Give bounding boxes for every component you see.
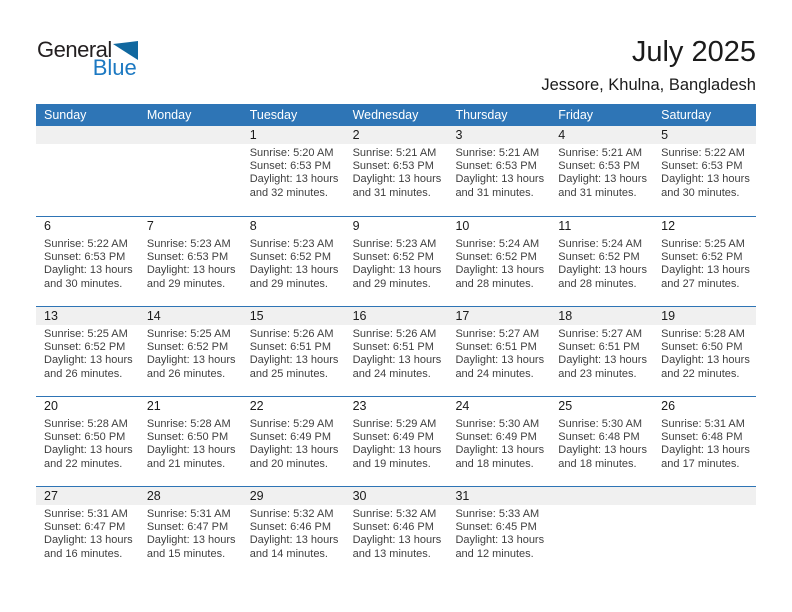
sunrise-text: Sunrise: 5:28 AM [44, 418, 128, 430]
week-cells [36, 126, 756, 216]
daylight-text-line1: Daylight: 13 hours [44, 264, 133, 277]
sunrise-text: Sunrise: 5:33 AM [455, 508, 540, 520]
sunset-text: Sunset: 6:51 PM [352, 341, 434, 354]
sunrise-text: Sunrise: 5:28 AM [146, 418, 231, 430]
daylight-text-line2: and 26 minutes. [146, 367, 226, 380]
day-number: 14 [146, 309, 161, 323]
sunset-text: Sunset: 6:47 PM [44, 521, 126, 534]
daylight-text-line2: and 31 minutes. [558, 186, 637, 199]
daylight-text-line2: and 15 minutes. [146, 547, 226, 560]
week-row [36, 486, 756, 576]
day-cell-22 [242, 397, 345, 486]
day-cell-27 [36, 487, 139, 576]
daylight-text-line2: and 24 minutes. [352, 367, 431, 380]
logo-text-general: General [37, 37, 112, 62]
day-number: 30 [352, 489, 367, 503]
sunset-text: Sunset: 6:50 PM [44, 431, 126, 444]
sunrise-text: Sunrise: 5:27 AM [455, 328, 540, 340]
sunset-text: Sunset: 6:52 PM [249, 251, 332, 264]
sunset-text: Sunset: 6:49 PM [352, 431, 434, 444]
sunrise-text: Sunrise: 5:21 AM [352, 147, 437, 159]
day-number: 6 [44, 219, 51, 233]
sunrise-text: Sunrise: 5:25 AM [44, 328, 128, 340]
sunset-text: Sunset: 6:51 PM [455, 341, 537, 354]
day-number: 1 [249, 128, 257, 142]
daylight-text-line2: and 26 minutes. [44, 367, 123, 380]
title-block [541, 36, 756, 95]
daylight-text-line2: and 13 minutes. [352, 547, 431, 560]
day-cell-31 [447, 487, 550, 576]
day-info [455, 508, 545, 561]
sunrise-text: Sunrise: 5:23 AM [249, 238, 334, 250]
sunrise-text: Sunrise: 5:32 AM [352, 508, 437, 520]
day-info [250, 508, 337, 561]
day-number: 20 [44, 399, 58, 413]
day-number: 8 [249, 219, 257, 233]
day-number: 31 [455, 489, 470, 503]
page-subtitle: Jessore, Khulna, Bangladesh [541, 76, 756, 94]
daylight-text-line2: and 18 minutes. [558, 457, 637, 470]
day-number: 27 [44, 489, 58, 503]
sunset-text: Sunset: 6:50 PM [146, 431, 229, 444]
day-cell-17 [447, 307, 550, 396]
day-info [44, 328, 131, 381]
sunset-text: Sunset: 6:48 PM [661, 431, 743, 444]
sunset-text: Sunset: 6:52 PM [661, 251, 743, 264]
daylight-text-line2: and 22 minutes. [661, 367, 740, 380]
day-info [661, 147, 748, 200]
week-cells [36, 307, 756, 396]
daylight-text-line2: and 24 minutes. [455, 367, 534, 380]
sunset-text: Sunset: 6:51 PM [249, 341, 332, 354]
daylight-text-line2: and 31 minutes. [352, 186, 431, 199]
daylight-text-line2: and 29 minutes. [352, 277, 431, 290]
daylight-text-line2: and 29 minutes. [146, 277, 226, 290]
day-info [353, 238, 440, 291]
daylight-text-line2: and 28 minutes. [558, 277, 637, 290]
day-cell-25 [550, 397, 653, 486]
day-number: 18 [558, 309, 573, 323]
day-number: 4 [558, 128, 566, 142]
day-cell-3 [447, 126, 550, 216]
daylight-text-line1: Daylight: 13 hours [558, 444, 647, 457]
sunrise-text: Sunrise: 5:31 AM [44, 508, 128, 520]
daylight-text-line1: Daylight: 13 hours [661, 354, 750, 367]
day-info [44, 418, 131, 471]
sunrise-text: Sunrise: 5:24 AM [455, 238, 540, 250]
empty-day-cell [550, 487, 653, 576]
daylight-text-line1: Daylight: 13 hours [455, 264, 545, 277]
day-cell-5 [653, 126, 756, 216]
sunrise-text: Sunrise: 5:22 AM [44, 238, 128, 250]
sunset-text: Sunset: 6:46 PM [352, 521, 434, 534]
sunset-text: Sunset: 6:52 PM [352, 251, 434, 264]
daylight-text-line1: Daylight: 13 hours [44, 534, 133, 547]
week-cells [36, 217, 756, 306]
calendar [36, 104, 756, 576]
sunset-text: Sunset: 6:46 PM [249, 521, 332, 534]
daylight-text-line1: Daylight: 13 hours [249, 444, 339, 457]
daylight-text-line1: Daylight: 13 hours [558, 173, 647, 186]
day-cell-18 [550, 307, 653, 396]
day-info [455, 147, 545, 200]
daylight-text-line1: Daylight: 13 hours [558, 264, 647, 277]
day-cell-14 [139, 307, 242, 396]
day-header-saturday: Saturday [661, 108, 712, 122]
daylight-text-line2: and 17 minutes. [661, 457, 740, 470]
day-cell-26 [653, 397, 756, 486]
week-row [36, 216, 756, 306]
day-header-friday: Friday [558, 108, 594, 122]
daylight-text-line2: and 30 minutes. [661, 186, 740, 199]
day-cell-7 [139, 217, 242, 306]
daylight-text-line2: and 32 minutes. [249, 186, 328, 199]
day-number: 2 [352, 128, 360, 142]
day-info [353, 147, 440, 200]
daylight-text-line2: and 22 minutes. [44, 457, 123, 470]
sunrise-text: Sunrise: 5:29 AM [352, 418, 437, 430]
day-info [455, 418, 545, 471]
day-number: 12 [661, 219, 676, 233]
sunset-text: Sunset: 6:53 PM [352, 160, 434, 173]
sunset-text: Sunset: 6:53 PM [661, 160, 743, 173]
day-cell-30 [345, 487, 448, 576]
day-number: 22 [249, 399, 264, 413]
sunset-text: Sunset: 6:53 PM [455, 160, 537, 173]
sunset-text: Sunset: 6:52 PM [455, 251, 537, 264]
week-cells [36, 487, 756, 576]
daylight-text-line1: Daylight: 13 hours [146, 534, 236, 547]
sunrise-text: Sunrise: 5:28 AM [661, 328, 745, 340]
week-cells [36, 397, 756, 486]
daylight-text-line2: and 19 minutes. [352, 457, 431, 470]
day-cell-23 [345, 397, 448, 486]
week-row [36, 126, 756, 216]
daylight-text-line2: and 18 minutes. [455, 457, 534, 470]
sunrise-text: Sunrise: 5:26 AM [249, 328, 334, 340]
sunset-text: Sunset: 6:53 PM [558, 160, 640, 173]
day-cell-2 [345, 126, 448, 216]
day-header-wednesday: Wednesday [352, 108, 419, 122]
day-info [44, 508, 131, 561]
day-number: 28 [146, 489, 161, 503]
day-cell-24 [447, 397, 550, 486]
sunset-text: Sunset: 6:49 PM [455, 431, 537, 444]
day-info [558, 328, 645, 381]
daylight-text-line2: and 20 minutes. [249, 457, 328, 470]
day-header-thursday: Thursday [455, 108, 508, 122]
sunrise-text: Sunrise: 5:27 AM [558, 328, 643, 340]
day-cell-9 [345, 217, 448, 306]
calendar-weeks [36, 126, 756, 576]
empty-day-cell [139, 126, 242, 216]
daylight-text-line1: Daylight: 13 hours [249, 534, 339, 547]
day-header-tuesday: Tuesday [249, 108, 298, 122]
day-cell-21 [139, 397, 242, 486]
day-cell-16 [345, 307, 448, 396]
daylight-text-line1: Daylight: 13 hours [44, 444, 133, 457]
week-row [36, 396, 756, 486]
daylight-text-line2: and 23 minutes. [558, 367, 637, 380]
sunset-text: Sunset: 6:53 PM [44, 251, 126, 264]
day-number: 21 [146, 399, 161, 413]
daylight-text-line1: Daylight: 13 hours [249, 173, 339, 186]
calendar-day-header-row [36, 104, 756, 126]
day-info [455, 328, 545, 381]
day-number: 9 [352, 219, 360, 233]
day-info [455, 238, 545, 291]
sunrise-text: Sunrise: 5:32 AM [249, 508, 334, 520]
day-info [147, 238, 234, 291]
day-number: 23 [352, 399, 367, 413]
daylight-text-line1: Daylight: 13 hours [455, 354, 545, 367]
sunrise-text: Sunrise: 5:23 AM [352, 238, 437, 250]
sunset-text: Sunset: 6:47 PM [146, 521, 229, 534]
daylight-text-line1: Daylight: 13 hours [558, 354, 647, 367]
day-info [661, 328, 748, 381]
sunrise-text: Sunrise: 5:30 AM [455, 418, 540, 430]
daylight-text-line1: Daylight: 13 hours [146, 444, 236, 457]
sunrise-text: Sunrise: 5:22 AM [661, 147, 745, 159]
day-info [147, 418, 234, 471]
day-info [250, 238, 337, 291]
day-info [558, 238, 645, 291]
day-info [661, 418, 748, 471]
day-number: 10 [455, 219, 470, 233]
sunset-text: Sunset: 6:52 PM [44, 341, 126, 354]
day-cell-1 [242, 126, 345, 216]
sunset-text: Sunset: 6:50 PM [661, 341, 743, 354]
sunset-text: Sunset: 6:48 PM [558, 431, 640, 444]
daylight-text-line1: Daylight: 13 hours [249, 354, 339, 367]
logo-text-blue: Blue [92, 55, 137, 80]
daylight-text-line1: Daylight: 13 hours [249, 264, 339, 277]
day-number: 5 [661, 128, 669, 142]
day-cell-13 [36, 307, 139, 396]
day-number: 3 [455, 128, 463, 142]
sunrise-text: Sunrise: 5:20 AM [249, 147, 334, 159]
daylight-text-line1: Daylight: 13 hours [352, 534, 442, 547]
sunrise-text: Sunrise: 5:23 AM [146, 238, 231, 250]
sunrise-text: Sunrise: 5:26 AM [352, 328, 437, 340]
daylight-text-line1: Daylight: 13 hours [352, 444, 442, 457]
day-cell-11 [550, 217, 653, 306]
day-info [558, 147, 645, 200]
day-info [250, 328, 337, 381]
daylight-text-line1: Daylight: 13 hours [44, 354, 133, 367]
day-info [353, 418, 440, 471]
day-info [661, 238, 748, 291]
day-header-monday: Monday [146, 108, 192, 122]
daylight-text-line1: Daylight: 13 hours [661, 173, 750, 186]
day-cell-10 [447, 217, 550, 306]
day-info [147, 328, 234, 381]
empty-day-cell [653, 487, 756, 576]
day-info [558, 418, 645, 471]
day-info [353, 328, 440, 381]
sunset-text: Sunset: 6:53 PM [249, 160, 332, 173]
sunrise-text: Sunrise: 5:21 AM [455, 147, 540, 159]
daylight-text-line1: Daylight: 13 hours [352, 354, 442, 367]
sunrise-text: Sunrise: 5:31 AM [146, 508, 231, 520]
sunrise-text: Sunrise: 5:25 AM [661, 238, 745, 250]
day-number: 19 [661, 309, 676, 323]
day-number: 25 [558, 399, 573, 413]
daylight-text-line2: and 16 minutes. [44, 547, 123, 560]
day-number: 24 [455, 399, 470, 413]
daylight-text-line2: and 12 minutes. [455, 547, 534, 560]
daylight-text-line1: Daylight: 13 hours [455, 173, 545, 186]
day-cell-15 [242, 307, 345, 396]
sunrise-text: Sunrise: 5:31 AM [661, 418, 745, 430]
daylight-text-line2: and 29 minutes. [249, 277, 328, 290]
day-cell-6 [36, 217, 139, 306]
daylight-text-line2: and 28 minutes. [455, 277, 534, 290]
week-row [36, 306, 756, 396]
day-number: 7 [146, 219, 154, 233]
sunrise-text: Sunrise: 5:25 AM [146, 328, 231, 340]
day-number: 15 [249, 309, 264, 323]
day-number: 13 [44, 309, 58, 323]
daylight-text-line1: Daylight: 13 hours [661, 264, 750, 277]
daylight-text-line2: and 30 minutes. [44, 277, 123, 290]
day-info [353, 508, 440, 561]
day-number: 26 [661, 399, 676, 413]
sunrise-text: Sunrise: 5:30 AM [558, 418, 643, 430]
sunset-text: Sunset: 6:51 PM [558, 341, 640, 354]
daylight-text-line1: Daylight: 13 hours [352, 264, 442, 277]
page-title: July 2025 [631, 36, 756, 68]
day-info [44, 238, 131, 291]
day-info [250, 418, 337, 471]
daylight-text-line1: Daylight: 13 hours [455, 534, 545, 547]
sunset-text: Sunset: 6:52 PM [558, 251, 640, 264]
day-number: 17 [455, 309, 470, 323]
day-cell-19 [653, 307, 756, 396]
sunrise-text: Sunrise: 5:29 AM [249, 418, 334, 430]
empty-day-cell [36, 126, 139, 216]
daylight-text-line2: and 14 minutes. [249, 547, 328, 560]
sunset-text: Sunset: 6:53 PM [146, 251, 229, 264]
sunrise-text: Sunrise: 5:24 AM [558, 238, 643, 250]
sunset-text: Sunset: 6:45 PM [455, 521, 537, 534]
sunrise-text: Sunrise: 5:21 AM [558, 147, 643, 159]
daylight-text-line1: Daylight: 13 hours [146, 264, 236, 277]
daylight-text-line1: Daylight: 13 hours [455, 444, 545, 457]
daylight-text-line2: and 27 minutes. [661, 277, 740, 290]
day-info [147, 508, 234, 561]
day-number: 16 [352, 309, 367, 323]
daylight-text-line2: and 31 minutes. [455, 186, 534, 199]
day-cell-29 [242, 487, 345, 576]
general-blue-logo [37, 38, 138, 78]
daylight-text-line2: and 25 minutes. [249, 367, 328, 380]
day-number: 11 [558, 219, 572, 233]
daylight-text-line1: Daylight: 13 hours [352, 173, 442, 186]
day-cell-20 [36, 397, 139, 486]
daylight-text-line1: Daylight: 13 hours [661, 444, 750, 457]
day-header-sunday: Sunday [44, 108, 87, 122]
daylight-text-line2: and 21 minutes. [146, 457, 226, 470]
day-cell-28 [139, 487, 242, 576]
daylight-text-line1: Daylight: 13 hours [146, 354, 236, 367]
sunset-text: Sunset: 6:49 PM [249, 431, 332, 444]
sunset-text: Sunset: 6:52 PM [146, 341, 229, 354]
day-number: 29 [249, 489, 264, 503]
day-info [250, 147, 337, 200]
day-cell-8 [242, 217, 345, 306]
day-cell-12 [653, 217, 756, 306]
day-cell-4 [550, 126, 653, 216]
